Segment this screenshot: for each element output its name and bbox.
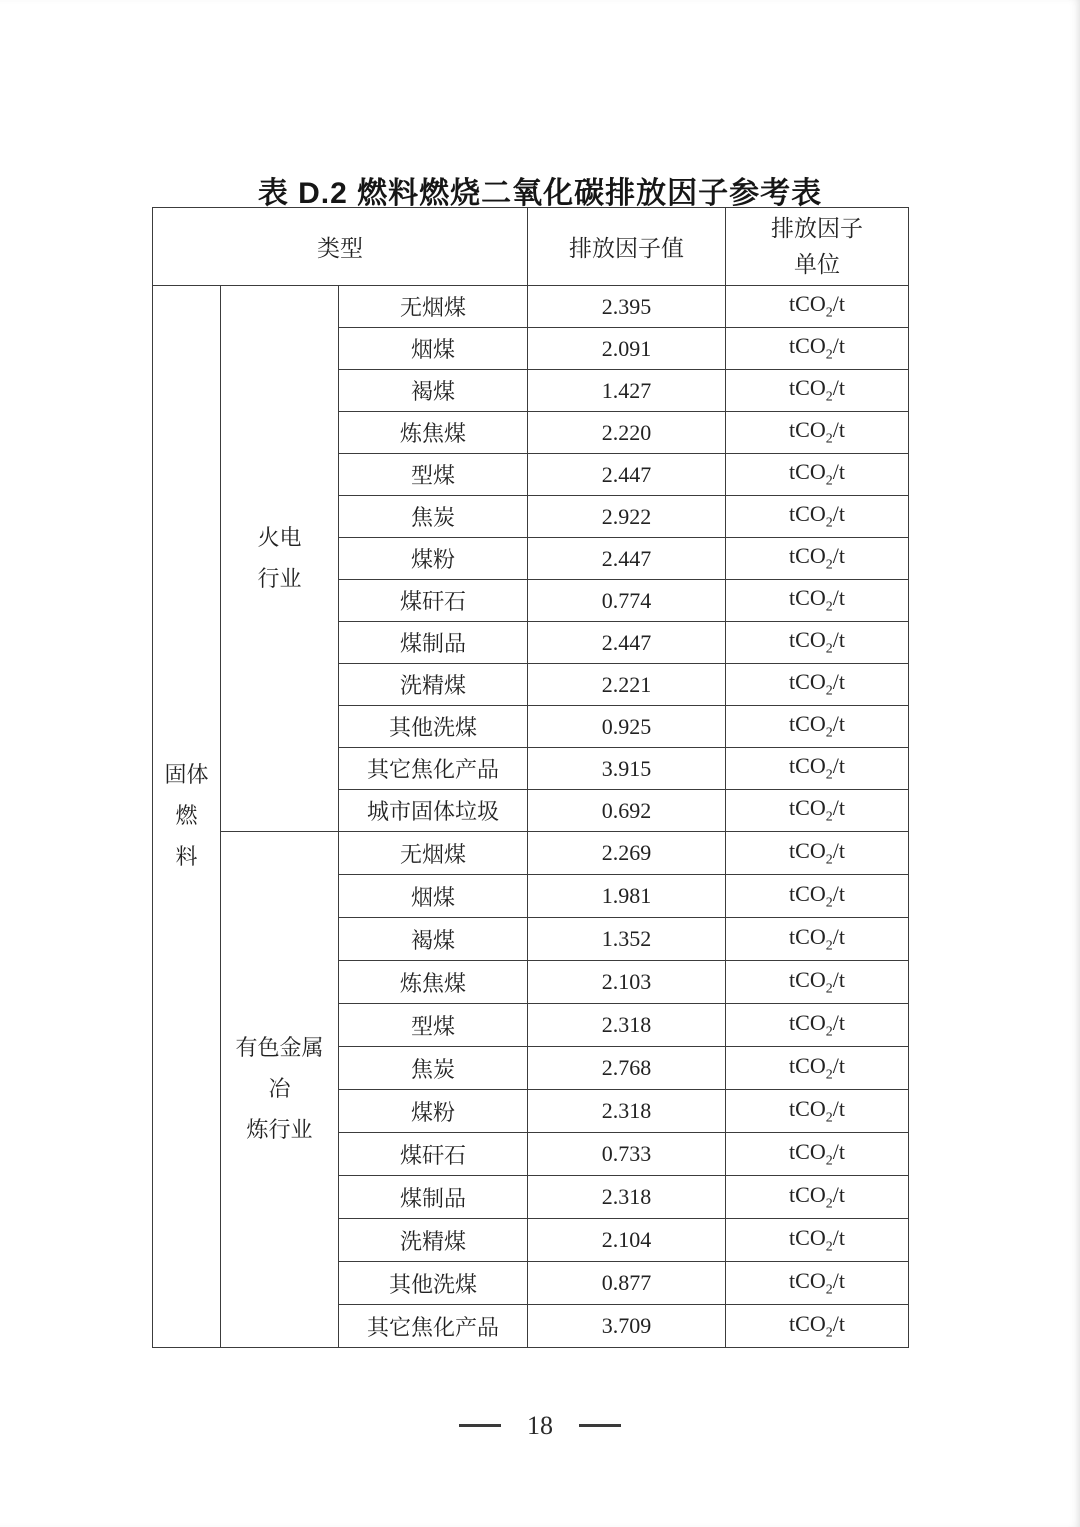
header-unit-line2: 单位 xyxy=(794,250,841,277)
fuel-cell: 型煤 xyxy=(339,454,528,496)
fuel-cell: 其它焦化产品 xyxy=(339,1305,528,1348)
value-cell: 2.447 xyxy=(528,622,726,664)
value-cell: 2.221 xyxy=(528,664,726,706)
cell-text-line: 料 xyxy=(175,843,198,869)
fuel-cell: 煤粉 xyxy=(339,1090,528,1133)
table-header-row xyxy=(153,208,909,286)
unit-cell: tCO$_2$/t xyxy=(726,1219,909,1262)
fuel-cell: 城市固体垃圾 xyxy=(339,790,528,832)
unit-cell: tCO$_2$/t xyxy=(726,496,909,538)
cell-text-line: 固体燃 xyxy=(164,762,209,829)
value-cell: 2.318 xyxy=(528,1004,726,1047)
value-cell: 0.733 xyxy=(528,1133,726,1176)
value-cell: 2.768 xyxy=(528,1047,726,1090)
unit-cell: tCO$_2$/t xyxy=(726,622,909,664)
value-cell: 0.774 xyxy=(528,580,726,622)
fuel-cell: 其他洗煤 xyxy=(339,706,528,748)
fuel-cell: 其他洗煤 xyxy=(339,1262,528,1305)
value-cell: 2.091 xyxy=(528,328,726,370)
table-row xyxy=(153,832,909,875)
value-cell: 0.925 xyxy=(528,706,726,748)
fuel-cell: 型煤 xyxy=(339,1004,528,1047)
fuel-cell: 无烟煤 xyxy=(339,286,528,328)
value-cell: 0.692 xyxy=(528,790,726,832)
fuel-cell: 煤矸石 xyxy=(339,580,528,622)
footer-dash-left xyxy=(459,1424,501,1427)
value-cell: 2.318 xyxy=(528,1090,726,1133)
unit-cell: tCO$_2$/t xyxy=(726,664,909,706)
fuel-cell: 褐煤 xyxy=(339,918,528,961)
value-cell: 1.352 xyxy=(528,918,726,961)
unit-cell: tCO$_2$/t xyxy=(726,1305,909,1348)
fuel-cell: 烟煤 xyxy=(339,328,528,370)
unit-cell: tCO$_2$/t xyxy=(726,580,909,622)
fuel-cell: 炼焦煤 xyxy=(339,961,528,1004)
header-value: 排放因子值 xyxy=(528,208,726,286)
value-cell: 2.103 xyxy=(528,961,726,1004)
fuel-cell: 褐煤 xyxy=(339,370,528,412)
unit-cell: tCO$_2$/t xyxy=(726,961,909,1004)
fuel-cell: 煤矸石 xyxy=(339,1133,528,1176)
value-cell: 1.981 xyxy=(528,875,726,918)
header-unit-line1: 排放因子 xyxy=(771,214,864,241)
unit-cell: tCO$_2$/t xyxy=(726,370,909,412)
fuel-cell: 无烟煤 xyxy=(339,832,528,875)
unit-cell: tCO$_2$/t xyxy=(726,748,909,790)
unit-cell: tCO$_2$/t xyxy=(726,538,909,580)
page-footer xyxy=(0,1404,1080,1441)
unit-cell: tCO$_2$/t xyxy=(726,706,909,748)
value-cell: 2.447 xyxy=(528,454,726,496)
cell-text-line: 有色金属冶 xyxy=(235,1035,324,1102)
fuel-category-cell xyxy=(153,286,221,1348)
unit-cell: tCO$_2$/t xyxy=(726,1004,909,1047)
table-title: 表 D.2 燃料燃烧二氧化碳排放因子参考表 xyxy=(257,177,823,210)
fuel-cell: 煤制品 xyxy=(339,1176,528,1219)
cell-text-line: 炼行业 xyxy=(246,1116,313,1142)
unit-cell: tCO$_2$/t xyxy=(726,454,909,496)
unit-cell: tCO$_2$/t xyxy=(726,328,909,370)
fuel-cell: 洗精煤 xyxy=(339,664,528,706)
emission-factor-table xyxy=(152,207,909,1348)
value-cell: 3.709 xyxy=(528,1305,726,1348)
unit-cell: tCO$_2$/t xyxy=(726,412,909,454)
fuel-cell: 其它焦化产品 xyxy=(339,748,528,790)
fuel-cell: 炼焦煤 xyxy=(339,412,528,454)
unit-cell: tCO$_2$/t xyxy=(726,1176,909,1219)
emission-table-body xyxy=(153,208,909,1348)
industry-cell xyxy=(221,832,339,1348)
unit-cell: tCO$_2$/t xyxy=(726,918,909,961)
unit-cell: tCO$_2$/t xyxy=(726,832,909,875)
fuel-cell: 煤制品 xyxy=(339,622,528,664)
header-type: 类型 xyxy=(153,208,528,286)
unit-cell: tCO$_2$/t xyxy=(726,1133,909,1176)
fuel-cell: 烟煤 xyxy=(339,875,528,918)
value-cell: 2.922 xyxy=(528,496,726,538)
header-unit xyxy=(726,208,909,286)
unit-cell: tCO$_2$/t xyxy=(726,1047,909,1090)
value-cell: 3.915 xyxy=(528,748,726,790)
value-cell: 2.318 xyxy=(528,1176,726,1219)
fuel-cell: 洗精煤 xyxy=(339,1219,528,1262)
value-cell: 2.447 xyxy=(528,538,726,580)
footer-dash-right xyxy=(579,1424,621,1427)
value-cell: 2.104 xyxy=(528,1219,726,1262)
value-cell: 1.427 xyxy=(528,370,726,412)
unit-cell: tCO$_2$/t xyxy=(726,1090,909,1133)
unit-cell: tCO$_2$/t xyxy=(726,790,909,832)
value-cell: 0.877 xyxy=(528,1262,726,1305)
unit-cell: tCO$_2$/t xyxy=(726,875,909,918)
page-number: 18 xyxy=(527,1410,553,1440)
cell-text-line: 火电 xyxy=(257,524,302,550)
cell-text-line: 行业 xyxy=(257,565,302,591)
unit-cell: tCO$_2$/t xyxy=(726,1262,909,1305)
value-cell: 2.395 xyxy=(528,286,726,328)
table-row xyxy=(153,286,909,328)
unit-cell: tCO$_2$/t xyxy=(726,286,909,328)
fuel-cell: 煤粉 xyxy=(339,538,528,580)
fuel-cell: 焦炭 xyxy=(339,1047,528,1090)
value-cell: 2.269 xyxy=(528,832,726,875)
value-cell: 2.220 xyxy=(528,412,726,454)
industry-cell xyxy=(221,286,339,832)
fuel-cell: 焦炭 xyxy=(339,496,528,538)
